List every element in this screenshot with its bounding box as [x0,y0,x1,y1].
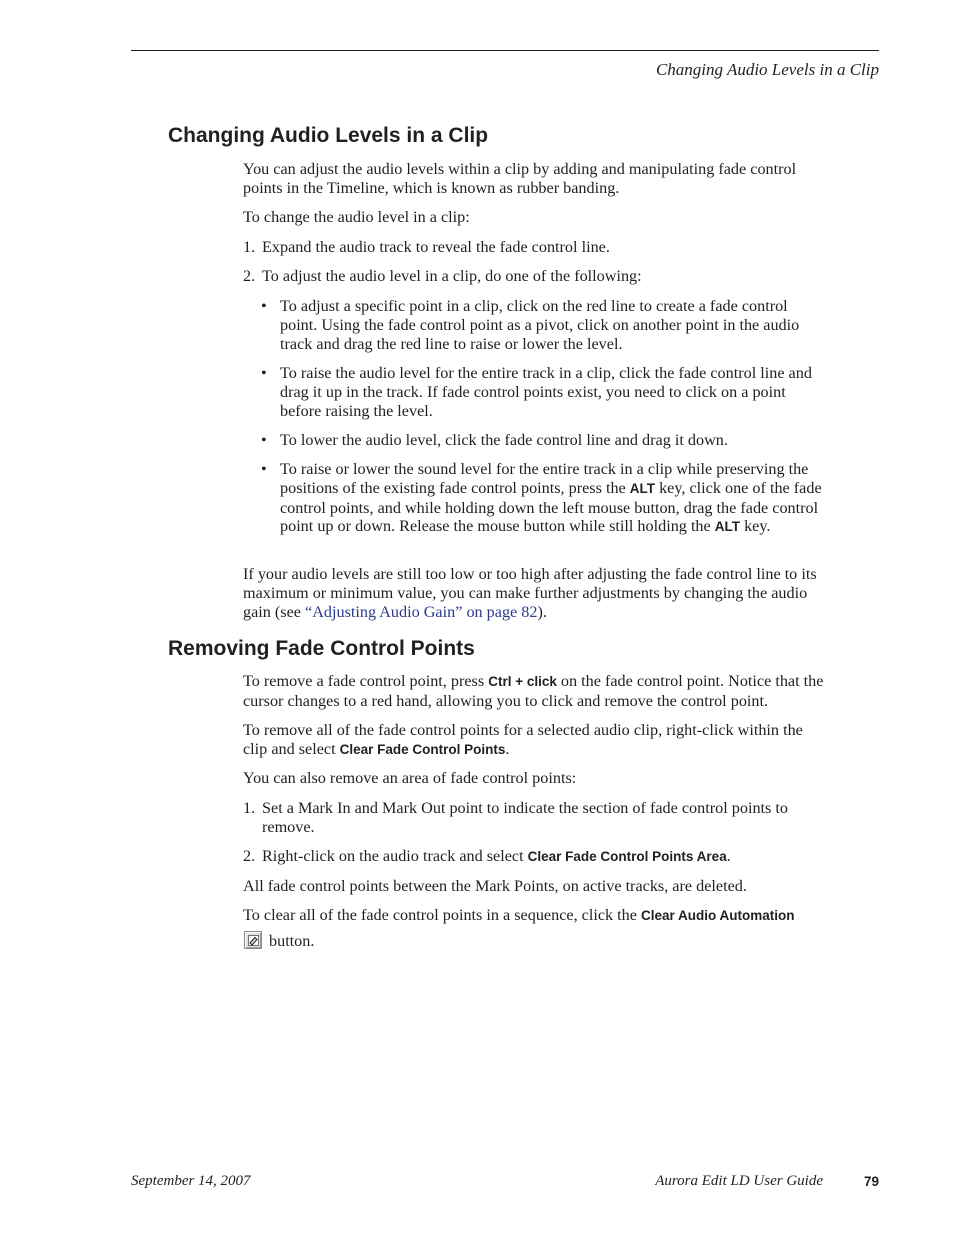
clear-fade-control-points-area-label: Clear Fade Control Points Area [527,849,727,864]
text-run: ). [537,602,547,621]
clear-audio-automation-icon [244,931,262,949]
closing-paragraph [243,565,828,621]
clear-sequence-paragraph [243,906,843,926]
text-run: To remove all of the fade control points for a selected audio clip, right-click within the clip and select [243,721,803,758]
clear-all-paragraph [243,721,828,760]
footer-guide-title: Aurora Edit LD User Guide [655,1173,823,1189]
footer-date: September 14, 2007 [131,1173,251,1189]
ctrl-click-paragraph [243,672,833,711]
alt-key-label: ALT [714,519,741,535]
section-heading-changing-audio-levels: Changing Audio Levels in a Clip [168,124,489,147]
step-number: 1. [243,238,256,256]
button-word: button. [269,932,315,950]
deleted-note-paragraph: All fade control points between the Mark Points, on active tracks, are deleted. [243,877,747,895]
step-text: Expand the audio track to reveal the fade control line. [262,238,610,256]
step-number: 1. [243,799,256,817]
alt-key-label: ALT [629,480,656,496]
lead-paragraph: To change the audio level in a clip: [243,208,470,226]
step-text: To adjust the audio level in a clip, do one of the following: [262,267,642,285]
clear-fade-control-points-label: Clear Fade Control Points [339,741,506,757]
bullet-marker: • [261,297,267,315]
bullet-marker: • [261,364,267,382]
bullet-item: To raise the audio level for the entire track in a clip, click the fade control line and drag it up in the track. If fade control points exist, you need to click on a point before raising the level. [280,364,812,420]
bullet-item-alt-key [280,460,828,537]
text-run: To raise or lower the sound level for the entire track in a clip while preserving the positions of the existing fade control points, press the [280,460,809,497]
bullet-item: To adjust a specific point in a clip, click on the red line to create a fade control point. Using the fade control point as a pivot, click on another point in the audio track and drag the red line to raise or lower the level. [280,297,800,353]
ctrl-click-key-label: Ctrl + click [488,674,557,689]
running-header: Changing Audio Levels in a Clip [655,60,879,79]
text-run: on the fade control point. Notice that the cursor changes to a red hand, allowing you to click and remove the control point. [243,672,824,710]
step-number: 2. [243,847,256,865]
text-run: . [505,739,510,758]
adjusting-audio-gain-link[interactable]: “Adjusting Audio Gain” on page 82 [305,602,538,621]
header-rule [131,50,879,51]
step-text: Set a Mark In and Mark Out point to indicate the section of fade control points to remove. [262,799,788,836]
section-heading-removing-fade-control-points: Removing Fade Control Points [168,637,475,660]
bullet-marker: • [261,460,267,478]
text-run: If your audio levels are still too low or too high after adjusting the fade control line to its maximum or minimum value, you can make further adjustments by changing the audio gain (see [243,565,817,621]
clear-audio-automation-label: Clear Audio Automation [641,908,795,923]
text-run: To remove a fade control point, press [243,672,489,690]
intro-paragraph: You can adjust the audio levels within a clip by adding and manipulating fade control points in the Timeline, which is known as rubber banding. [243,160,797,197]
text-run: key, click one of the fade control points, and while holding down the left mouse button, drag the fade control point up or down. Release the mouse button while still holding the [280,478,822,536]
text-run: . [726,847,731,865]
text-run: To clear all of the fade control points in a sequence, click the [243,906,641,924]
bullet-item: To lower the audio level, click the fade control line and drag it down. [280,431,728,449]
text-run: Right-click on the audio track and select [262,847,528,865]
page-number: 79 [863,1174,879,1189]
step-number: 2. [243,267,256,285]
text-run: key. [740,517,771,536]
bullet-marker: • [261,431,267,449]
step-text [262,847,828,867]
area-lead-paragraph: You can also remove an area of fade control points: [243,769,577,787]
